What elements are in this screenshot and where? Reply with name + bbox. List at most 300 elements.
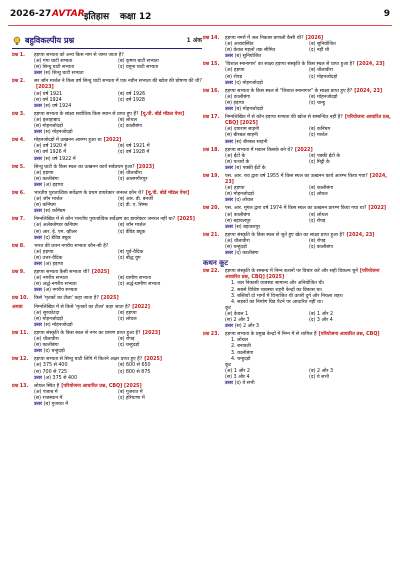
option-list <box>34 59 202 71</box>
header-divider <box>8 25 392 26</box>
subsection-title: कथन कूट <box>203 259 229 268</box>
page-number: 9 <box>383 9 390 19</box>
option-item: (ब) गुजरात में <box>118 389 143 395</box>
option-item: (द) आलमगीरपुर <box>118 176 148 182</box>
question-source-tag: [परियोजना आधारित प्रश्न, CBQ] [2025] <box>61 383 142 389</box>
question-number: प्रश्न 4. <box>12 138 25 144</box>
question-source-tag: [2025] <box>100 296 119 302</box>
statement-item: 3. बस्तियों दो भागों में विभाजित थी ऊपरी दुर्ग और निचला शहर। <box>231 293 344 299</box>
question-item <box>12 296 202 302</box>
option-item: (अ) जॉन मार्शल <box>34 197 63 203</box>
option-item: (स) वर्ष 1924 <box>34 97 62 103</box>
option-item: (अ) धौलावीरा <box>225 238 250 244</box>
answer-line <box>34 236 202 242</box>
question-number: प्रश्न 21. <box>203 232 220 238</box>
answer-value: (द) चन्हुदड़ो <box>43 349 65 355</box>
option-list <box>34 337 202 349</box>
question-item <box>203 332 393 387</box>
answer-value: (द) लोथल <box>234 198 254 204</box>
option-item: (द) रोपड़ <box>309 218 326 224</box>
question-line <box>12 79 202 91</box>
question-line <box>203 269 393 281</box>
answer-value: (ब) गुजरात में <box>43 401 69 407</box>
question-item <box>12 138 202 162</box>
option-item: (स) आर. ई. एम. व्हीलर <box>34 229 77 235</box>
answer-value: (अ) 375 से 400 <box>43 375 78 381</box>
option-item: (अ) केवल 1 <box>225 311 249 317</box>
question-number: प्रश्न 14. <box>203 36 220 41</box>
option-list <box>225 68 393 80</box>
option-item: (अ) सुरकोटदा <box>34 310 60 316</box>
answer-label: उत्तर <box>34 375 44 381</box>
option-item: (द) मिट्टी के <box>309 159 330 165</box>
option-item: (अ) हड़प्पा <box>34 249 54 255</box>
option-item: (अ) कालीबंगा <box>225 212 251 218</box>
question-number: प्रश्न 3. <box>12 111 25 117</box>
option-item: (अ) हड़प्पा <box>34 170 54 176</box>
question-item <box>12 217 202 241</box>
answer-label: उत्तर <box>225 139 235 145</box>
question-source-tag: [2023] <box>36 85 54 91</box>
option-item: (स) राजस्थान में <box>34 395 63 401</box>
option-item: (स) चन्हुदड़ो <box>225 245 247 250</box>
question-item <box>203 233 393 257</box>
answer-label: उत्तर <box>34 156 44 162</box>
option-list <box>225 186 393 198</box>
question-source-tag: [2026] <box>305 36 324 41</box>
option-item: (स) मोहनजोदड़ो <box>34 316 63 322</box>
option-list <box>34 144 202 156</box>
option-item: (स) पत्थरों के <box>225 159 250 165</box>
option-list <box>34 92 202 104</box>
question-number: प्रश्न 7. <box>12 217 25 223</box>
answer-label: उत्तर <box>225 198 235 204</box>
question-text: हड़प्पा सभ्यता के किस स्थल से "विशाल स्नानागार" के साक्ष्य प्राप्त हुए हैं? [2024, 23] <box>225 88 383 94</box>
question-number: प्रश्न 11. <box>12 330 29 336</box>
answer-value: (स) मोहनजोदड़ो <box>43 130 73 136</box>
question-item <box>12 165 202 189</box>
question-source-tag: [2025] <box>177 217 195 223</box>
header-class: कक्षा 12 <box>120 12 152 22</box>
answer-value: (स) मोहनजोदड़ो <box>43 322 73 328</box>
option-item: (स) कालीबंगा <box>34 343 59 349</box>
section-heading <box>12 36 202 46</box>
option-item: (ब) पूर्व-वैदिक <box>118 249 144 255</box>
question-number: प्रश्न 19. <box>203 173 220 179</box>
answer-label: उत्तर <box>34 130 44 136</box>
question-number: प्रश्न 12. <box>12 357 29 363</box>
option-item: (स) मोहनजोदड़ो <box>225 192 254 198</box>
answer-line <box>34 323 202 329</box>
right-question-list <box>203 36 393 257</box>
answer-value: (द) ये सभी <box>234 380 255 386</box>
page-header <box>0 0 400 30</box>
question-source-tag: [परियोजना आधारित प्रश्न, CBQ] [2025] <box>225 269 380 281</box>
option-item: (अ) इलाहाबाद <box>34 117 61 123</box>
option-item: (द) वर्ष 1928 में <box>118 150 150 156</box>
option-item: (ब) 1 और 2 <box>309 311 334 317</box>
option-item: (द) मार्शल <box>309 133 328 139</box>
answer-line <box>34 130 202 136</box>
question-item <box>12 305 202 329</box>
question-text: हड़प्पा सभ्यता में मकान किसके बने थे? [2022] <box>225 147 313 153</box>
option-item: (द) ये सभी <box>309 374 329 380</box>
question-number: प्रश्न 8. <box>12 243 25 249</box>
statement-item: 3. कालीबंगा <box>231 350 254 356</box>
question-item <box>12 53 202 77</box>
answer-label: उत्तर <box>34 103 44 109</box>
option-item: (स) अर्द्ध-नगरीय सभ्यता <box>34 282 77 288</box>
answer-line <box>34 183 202 189</box>
answer-line <box>225 54 393 60</box>
question-text: हड़प्पा सभ्यता कैसी सभ्यता थी? [2025] <box>34 270 110 276</box>
question-source-tag: [2024, 23] <box>354 88 383 94</box>
question-source-tag: [2022] <box>132 304 150 310</box>
question-item <box>203 62 393 86</box>
option-item: (स) बीरबल साहनी <box>225 133 258 139</box>
question-number: प्रश्न 10. <box>12 296 29 302</box>
option-item: (ब) लोथल <box>309 212 328 218</box>
option-item: (द) डेविड ड्यूक <box>118 229 146 235</box>
right-column <box>203 36 393 389</box>
question-source-tag: [यू.पी. बोर्ड मॉडल पेपर] <box>140 111 185 117</box>
answer-line <box>34 71 202 77</box>
option-item: (ब) जॉन मार्शल <box>118 223 146 229</box>
option-item: (अ) हड़प्पा <box>225 186 245 192</box>
question-source-tag: [यू.पी. बोर्ड मॉडल पेपर] <box>145 190 190 196</box>
answer-value: (ब) पक्की ईंटों के <box>234 165 266 171</box>
option-list <box>225 312 393 324</box>
option-item: (द) लोथल <box>118 316 137 322</box>
lightbulb-icon <box>12 36 22 46</box>
answer-line <box>225 324 393 330</box>
question-text: हड़प्पा नगरों में जल निकास प्रणाली कैसी थी? [2026] <box>225 36 324 41</box>
option-item: (स) रोपड़ <box>225 74 243 80</box>
answer-label: उत्तर <box>34 182 44 188</box>
answer-value: (स) बीरबल साहनी <box>234 139 268 145</box>
answer-value: (अ) नगरीय सभ्यता <box>43 288 78 294</box>
question-item <box>12 270 202 294</box>
answer-value: (स) बहावलपुर <box>234 224 261 230</box>
left-column <box>12 36 202 410</box>
option-item: (स) बहावलपुर <box>225 218 251 224</box>
question-text: भारतीय पुरातात्विक सर्वेक्षण के प्रथम डायरेक्टर जनरल कौन थे? [यू.पी. बोर्ड मॉडल पेपर] <box>34 190 190 196</box>
answer-line <box>225 251 393 257</box>
question-number: प्रश्न 18. <box>203 147 220 153</box>
answer-line <box>225 166 393 172</box>
option-item: (ब) धौलावीरा <box>309 68 333 74</box>
statement-item: 2. सबसे विशिष्ट व्यवस्था शहरी केन्द्रों का विकास था। <box>231 287 323 293</box>
option-item: (ब) सुनियोजित <box>309 42 336 48</box>
option-item: (स) 700 से 725 <box>34 369 68 375</box>
question-line <box>12 296 202 302</box>
question-item <box>12 244 202 268</box>
code-label: कूट <box>225 362 232 368</box>
statement-item: 4. चन्हुदड़ो <box>231 356 251 362</box>
question-number: प्रश्न 20. <box>203 206 220 212</box>
answer-label: उत्तर <box>34 401 44 407</box>
question-line <box>203 174 393 186</box>
answer-line <box>225 198 393 204</box>
question-text: एस. आर. मुगल द्वारा वर्ष 1974 में किस स्थल का उत्खनन प्रारम्भ किया गया था? [2022] <box>225 206 387 212</box>
question-text: हड़प्पा संस्कृति के किस स्थल से नगर का प्रमाण प्राप्त हुआ है? [2023] <box>34 330 161 336</box>
option-item: (ब) कृष्णा घाटी सभ्यता <box>118 59 159 65</box>
question-text: निम्नलिखित में से किसे 'मृतकों का टीला' कहा जाता है? [2022] <box>34 304 150 310</box>
question-item <box>203 148 393 172</box>
question-source-tag: [2023] <box>142 330 161 336</box>
option-item: (अ) वर्ष 1921 <box>34 91 63 97</box>
answer-line <box>34 402 202 408</box>
question-text: मोहनजोदड़ो में उत्खनन आरम्भ हुआ था [2022] <box>34 138 122 144</box>
question-source-tag: [2022] <box>368 206 387 212</box>
option-item: (द) कालीबंगा <box>118 124 142 130</box>
option-item: (अ) पंजाब में <box>34 389 58 395</box>
option-item: (स) 2 और 3 <box>225 318 250 324</box>
answer-line <box>34 209 202 215</box>
question-text: हड़प्पा सभ्यता से सिन्धु घाटी लिपि में कितने अक्षर प्राप्त हुए हैं? [2025] <box>34 357 163 363</box>
answer-label: उत्तर <box>225 224 235 230</box>
question-number: प्रश्न 2. <box>12 79 25 85</box>
answer-value: (ब) सुनियोजित <box>234 54 262 60</box>
question-number: प्रश्न 9. <box>12 270 25 276</box>
question-item <box>12 112 202 136</box>
option-item: (ब) वर्ष 1921 में <box>118 144 150 150</box>
section-marks: 1 अंक <box>186 36 202 44</box>
option-item: (द) चान्हू <box>309 100 326 106</box>
option-item: (अ) 375 से 400 <box>34 363 68 369</box>
header-brand-logo: AVTAR <box>52 9 85 19</box>
question-source-tag: [2024, 23] <box>356 62 385 68</box>
option-item: (द) नहीं थी <box>309 48 330 54</box>
option-item: (अ) गंगा घाटी सभ्यता <box>34 59 73 65</box>
option-item: (द) लोथल <box>309 192 328 198</box>
question-source-tag: [परियोजना आधारित प्रश्न, CBQ] <box>318 332 380 338</box>
option-item: (ब) हड़प्पा <box>118 310 137 316</box>
option-item: (द) 3 और 4 <box>309 318 333 324</box>
answer-value: (अ) हड़प्पा <box>43 262 64 267</box>
question-text: हड़प्पा सभ्यता के सांक्ष्य सर्वाधिक किस स्थान से प्राप्त हुए हैं? [यू.पी. बोर्ड मॉडल पेपर] <box>34 111 185 117</box>
answer-line <box>34 104 202 110</box>
option-item: (स) मोहनजोदड़ो <box>34 124 63 130</box>
option-item: (अ) हड़प्पा <box>225 68 245 74</box>
option-list <box>34 250 202 262</box>
question-source-tag: [2023] <box>136 164 155 170</box>
option-item: (ब) धौलावीरा <box>118 170 142 176</box>
option-item: (अ) अव्यवस्थित <box>225 42 254 48</box>
answer-line <box>34 376 202 382</box>
option-list <box>34 223 202 235</box>
option-item: (द) बौद्ध युग <box>118 255 141 261</box>
answer-label: उत्तर <box>225 324 235 330</box>
question-number: प्रश्न 23. <box>203 332 220 338</box>
question-text: 'विशाल स्नानागार' का साक्ष्य हड़प्पा संस्कृति के किस स्थल से प्राप्त हुआ है? [2024, 23] <box>225 62 385 68</box>
option-item: (द) हरियाणा में <box>118 395 145 401</box>
answer-label: उत्तर <box>34 262 44 267</box>
option-item: (द) 800 से 875 <box>118 369 151 375</box>
answer-line <box>225 81 393 87</box>
option-item: (स) हड़प्पा <box>225 100 245 106</box>
option-item: (ब) रोपड़ <box>118 337 135 343</box>
answer-line <box>34 262 202 268</box>
option-item: (ब) 600 से 650 <box>118 363 151 369</box>
answer-value: (द) डेविड ड्यूक <box>43 235 71 241</box>
option-item: (द) चन्हुदड़ो <box>118 343 140 349</box>
answer-line <box>34 349 202 355</box>
option-list <box>34 118 202 130</box>
answer-label: उत्तर <box>225 251 235 257</box>
question-item <box>12 384 202 408</box>
question-number: प्रश्न 15. <box>203 62 220 68</box>
question-text: हड़प्पा सभ्यता को अन्य किस नाम से जाना जाता है? <box>34 53 124 58</box>
section-divider <box>12 48 202 49</box>
answer-label: उत्तर <box>34 322 44 328</box>
question-text: सिन्धु घाटी के किस स्थल का उत्खनन कार्य सर्वप्रथम हुआ? [2023] <box>34 164 155 170</box>
option-item: (द) वर्ष 1928 <box>118 97 145 103</box>
option-item: (स) केवल महलों तक सीमित <box>225 48 276 54</box>
question-source-tag: [2024, 23] <box>225 173 388 186</box>
answer-line <box>225 225 393 231</box>
question-item <box>12 357 202 381</box>
option-item: (ब) रोपड़ <box>309 238 326 244</box>
question-text: निम्नलिखित में से कौन भारतीय पुरातात्विक सर्वेक्षण का डायरेक्टर जनरल नहीं था? [2025] <box>34 217 195 223</box>
header-year: 2026-27 <box>10 9 52 19</box>
option-item: (स) कालीबंगा <box>34 176 59 182</box>
question-text: हड़प्पा संस्कृति के किस स्थल से जुते हुए खेत का साक्ष्य प्राप्त हुआ है? [2024, 23] <box>225 232 375 238</box>
option-item: (ब) आर. डी. बनर्जी <box>118 197 153 203</box>
question-item <box>203 36 393 60</box>
answer-line <box>225 140 393 146</box>
option-list <box>34 276 202 288</box>
option-list <box>34 390 202 402</box>
option-item: (स) कनिंघम <box>34 203 56 209</box>
question-source-tag: [2025] <box>91 270 110 276</box>
option-item: (ब) पक्की ईंटों के <box>309 153 341 159</box>
question-number: प्रश्न 1. <box>12 53 25 58</box>
question-number: प्रश्न 17. <box>203 115 220 121</box>
option-list <box>225 213 393 225</box>
option-item: (द) कालीबंगा <box>309 245 333 250</box>
option-item: (ब) कनिंघम <box>309 127 331 133</box>
question-source-tag: [2022] <box>294 147 313 153</box>
option-list <box>225 154 393 166</box>
question-item <box>203 206 393 230</box>
header-subject: इतिहास <box>84 12 110 22</box>
statement-question-list <box>203 269 393 387</box>
question-text: लोथल स्थित है [परियोजना आधारित प्रश्न, CBQ] [2025] <box>34 383 142 389</box>
answer-value: (स) वर्ष 1924 <box>43 103 72 109</box>
option-item: (अ) ईंटों के <box>225 153 246 159</box>
answer-label: उत्तर <box>225 165 235 171</box>
statement-item: 1. लोथल <box>231 338 248 344</box>
option-item: (ब) लोथल <box>118 117 137 123</box>
answer-label: उत्तर <box>225 107 235 113</box>
answer-value: (स) कनिंघम <box>43 209 66 215</box>
answer-label: उत्तर <box>225 80 235 86</box>
option-item: (द) यमुना घाटी सभ्यता <box>118 65 159 71</box>
question-text: भारत की प्रथम नगरीय सभ्यता कौन-सी है? <box>34 243 109 249</box>
answer-label: उत्तर <box>34 71 44 77</box>
answer-value: (स) 2 और 3 <box>234 324 260 330</box>
option-item: (स) उत्तर-वैदिक <box>34 255 63 261</box>
answer-line <box>34 157 202 163</box>
question-text: हड़प्पा सभ्यता के प्रमुख केन्द्रों में निम्न में से शामिल हैं [परियोजना आधारित प्रश्न, CBQ] <box>225 332 380 338</box>
question-text: सर जॉन मार्शल ने किस वर्ष सिन्धु घाटी सभ्यता में एक नवीन सभ्यता की खोज की घोषणा की थी?[2023] <box>34 79 202 91</box>
question-item <box>203 89 393 113</box>
option-item: (अ) धौलावीरा <box>34 337 59 343</box>
question-item <box>203 269 393 330</box>
option-list <box>225 127 393 139</box>
option-item: (स) सिन्धु घाटी सभ्यता <box>34 65 75 71</box>
answer-label: उत्तर <box>34 349 44 355</box>
section-title: बहुविकल्पीय प्रश्न <box>25 35 75 45</box>
statement-item: 2. बनावली <box>231 344 251 350</box>
answer-line <box>34 288 202 294</box>
option-item: (ब) मोहनजोदड़ो <box>309 94 338 100</box>
answer-line <box>225 381 393 387</box>
answer-value: (अ) हड़प्पा <box>43 182 64 188</box>
answer-label: उत्तर <box>34 288 44 294</box>
question-text: एस. आर. राव द्वारा वर्ष 1955 में किस स्थल का उत्खनन कार्य आरम्भ किया गया? [2024, 23] <box>225 173 388 186</box>
question-number: अथवा <box>12 304 23 310</box>
option-item: (द) मोहनजोदड़ो <box>309 74 338 80</box>
option-list <box>225 239 393 251</box>
left-question-list <box>12 53 202 408</box>
option-item: (अ) वर्ष 1920 में <box>34 144 67 150</box>
option-list <box>34 363 202 375</box>
statement-item: 4. सड़कों का निर्माण ग्रिड पैटर्न पर आधारित नहीं था। <box>231 299 324 305</box>
answer-value: (स) सिन्धु घाटी सभ्यता <box>43 71 84 77</box>
option-item: (ब) कालीबंगा <box>309 186 334 192</box>
option-item: (ब) ग्रामीण सभ्यता <box>118 276 152 282</box>
option-item: (अ) दयाराम साहनी <box>225 127 260 133</box>
question-text: किसे 'मृतकों का टीला' कहा जाता है? [2025] <box>34 296 119 302</box>
option-item: (स) वर्ष 1926 में <box>34 150 67 156</box>
statement-item: 1. जल निकासी व्यवस्था सामान्य और अनियोजित थी। <box>231 281 325 287</box>
answer-value: (ब) मोहनजोदड़ो <box>234 107 264 113</box>
answer-value: (स) वर्ष 1922 में <box>43 156 76 162</box>
answer-line <box>225 107 393 113</box>
option-item: (ब) वर्ष 1926 <box>118 91 146 97</box>
question-text: हड़प्पा संस्कृति के सम्बन्ध में निम्न कथनों पर विचार करें और सही विकल्प चुनें [परियोजना आधारित प्रश्न, CBQ] [2025] <box>225 269 380 281</box>
answer-label: उत्तर <box>34 235 44 241</box>
question-source-tag: [2025] <box>144 357 163 363</box>
question-item <box>12 191 202 215</box>
question-source-tag: [2022] <box>103 138 122 144</box>
question-number: प्रश्न 16. <box>203 88 220 94</box>
option-item: (अ) 1 और 2 <box>225 368 250 374</box>
option-item: (द) अर्द्ध-ग्रामीण सभ्यता <box>118 282 161 288</box>
question-line <box>203 115 393 127</box>
option-item: (द) डी. ए. सिम्स <box>118 203 148 209</box>
option-list <box>34 311 202 323</box>
option-list <box>34 197 202 209</box>
question-item <box>203 174 393 204</box>
question-number: प्रश्न 5. <box>12 164 25 170</box>
question-item <box>203 115 393 145</box>
answer-label: उत्तर <box>225 380 235 386</box>
option-item: (अ) कालीबंगा <box>225 94 251 100</box>
question-item <box>12 331 202 355</box>
question-number: प्रश्न 6. <box>12 190 25 196</box>
option-item: (ब) 2 और 3 <box>309 368 334 374</box>
question-source-tag: [2024, 23] <box>346 232 375 238</box>
answer-value: (द) मोहनजोदड़ो <box>234 80 263 86</box>
code-label: कूट <box>225 305 232 311</box>
question-text: निम्नलिखित में से कौन हड़प्पा सभ्यता की खोज से सम्बन्धित नहीं है? [परियोजना आधारित प्रश्न, CBQ] [2025] <box>225 115 391 127</box>
option-list <box>225 369 393 381</box>
option-list <box>34 171 202 183</box>
question-number: प्रश्न 22. <box>203 269 220 275</box>
